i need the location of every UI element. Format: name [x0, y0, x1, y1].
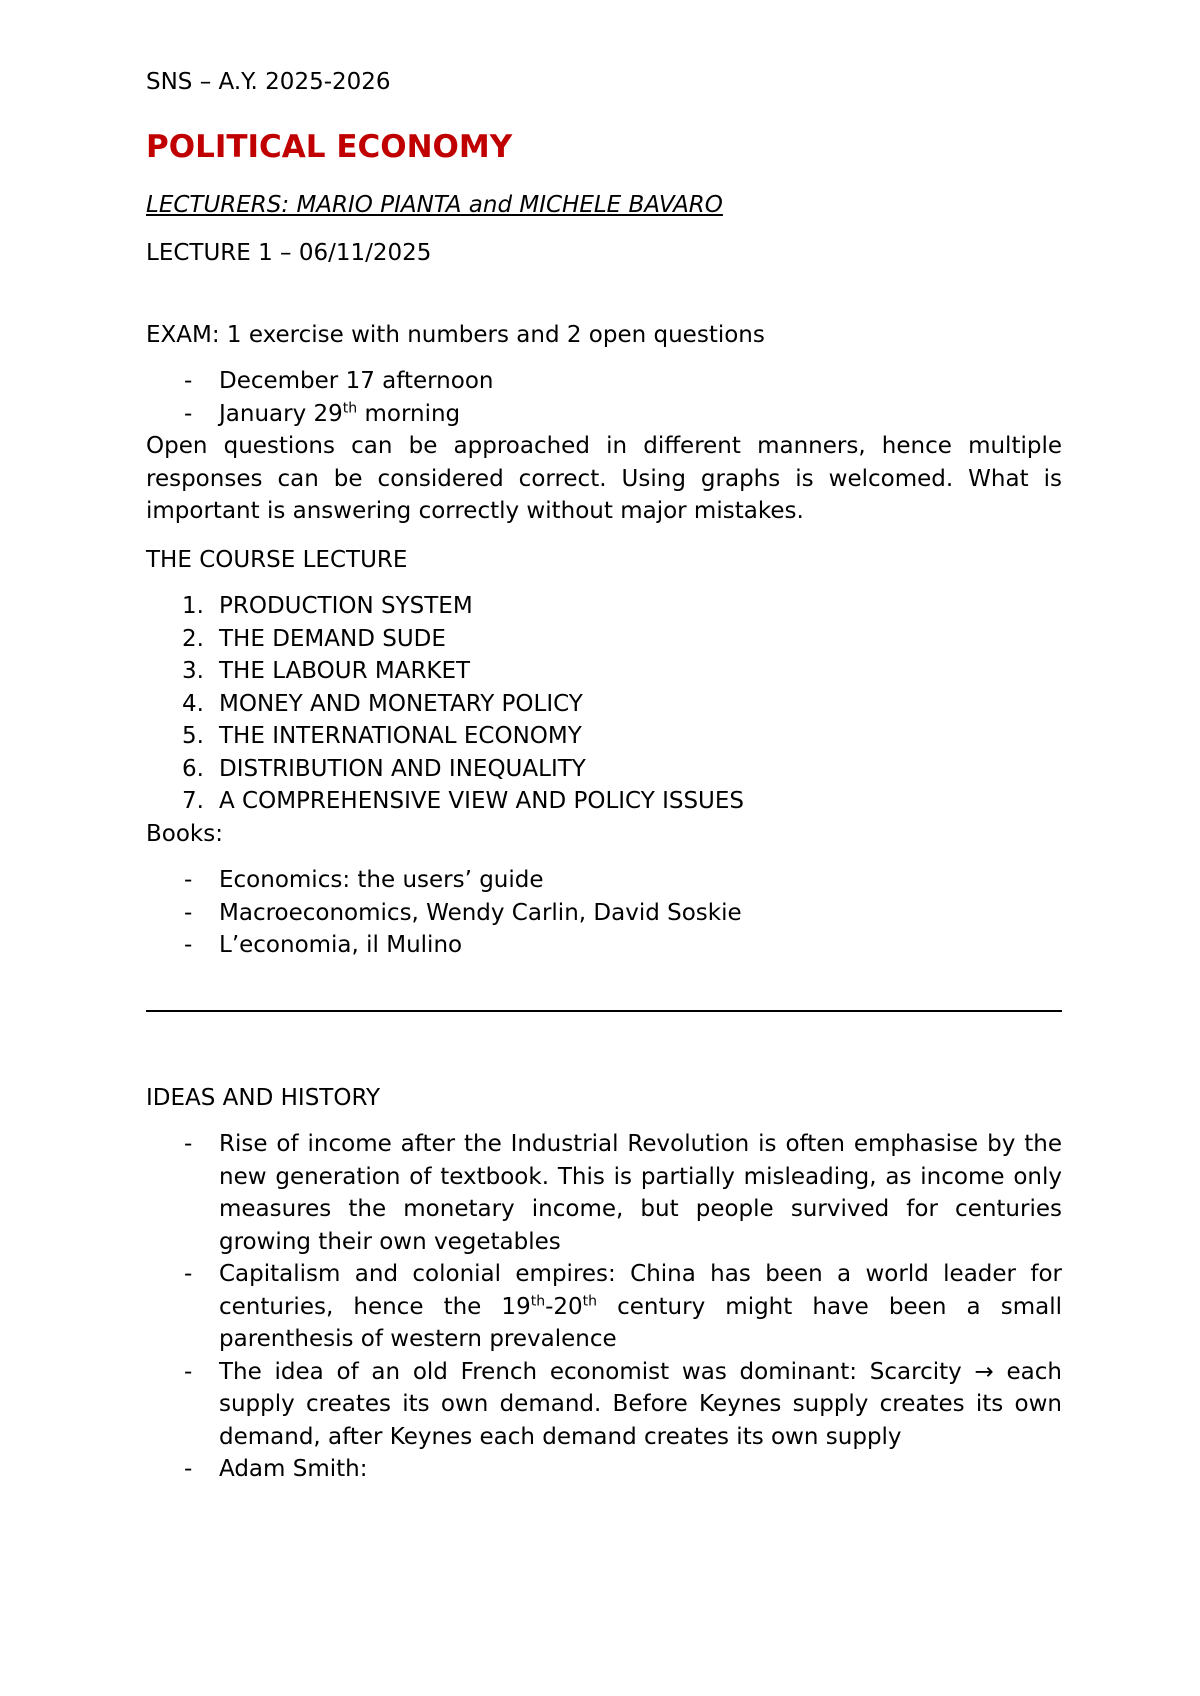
list-item [146, 785, 1062, 818]
list-item [146, 864, 1062, 897]
exam-date-text: January 29 [219, 400, 343, 427]
list-item [146, 753, 1062, 786]
book-title: L’economia, il Mulino [219, 932, 463, 958]
lecture-date: LECTURE 1 – 06/11/2025 [146, 240, 432, 266]
list-item [146, 1356, 1062, 1454]
idea-text: century might have been a small parenthesis of western prevalence [219, 1293, 1062, 1352]
list-item [146, 590, 1062, 623]
arrow-right-icon: → [974, 1358, 994, 1385]
topic-label: A COMPREHENSIVE VIEW AND POLICY ISSUES [219, 788, 745, 814]
page-title: POLITICAL ECONOMY [146, 128, 513, 165]
idea-text: Capitalism and colonial empires: China has been a world leader for centuries, hence the 19 [219, 1261, 1062, 1320]
dash-marker: - [184, 899, 193, 926]
superscript: th [582, 1292, 598, 1309]
list-number: 7. [182, 788, 204, 814]
dash-marker: - [184, 1261, 193, 1287]
idea-text: Rise of income after the Industrial Revolution is often emphasise by the new generation of textbook. This is partially misleading, as income only measures the monetary income, but people survived for centuries growing their own vegetables [219, 1131, 1062, 1255]
books-list [146, 864, 1062, 962]
superscript: th [342, 399, 358, 416]
course-topics-list [146, 590, 1062, 818]
list-item [146, 1453, 1062, 1486]
list-number: 3. [182, 658, 204, 684]
topic-label: THE LABOUR MARKET [219, 658, 471, 684]
section-divider [146, 1010, 1062, 1012]
topic-label: THE INTERNATIONAL ECONOMY [219, 723, 582, 749]
list-number: 1. [182, 593, 204, 619]
ideas-list [146, 1128, 1062, 1486]
dash-marker: - [184, 1131, 193, 1157]
topic-label: MONEY AND MONETARY POLICY [219, 690, 583, 717]
list-item [146, 365, 1062, 398]
dash-marker: - [184, 400, 193, 427]
list-item [146, 1128, 1062, 1258]
topic-label: THE DEMAND SUDE [219, 625, 446, 652]
dash-marker: - [184, 1358, 193, 1385]
list-number: 5. [182, 723, 204, 749]
list-number: 4. [182, 690, 204, 717]
document-page [146, 66, 1062, 1486]
ideas-heading: IDEAS AND HISTORY [146, 1084, 381, 1111]
book-title: Macroeconomics, Wendy Carlin, David Soskie [219, 899, 742, 926]
dash-marker: - [184, 932, 193, 958]
list-number: 2. [182, 625, 204, 652]
list-item [146, 688, 1062, 721]
books-heading: Books: [146, 820, 223, 847]
list-item [146, 720, 1062, 753]
exam-note: Open questions can be approached in different manners, hence multiple responses can be considered correct. Using graphs is welcomed. What is important is answering correctly without major mistakes. [146, 433, 1062, 524]
course-heading: THE COURSE LECTURE [146, 546, 408, 573]
dash-marker: - [184, 867, 193, 893]
list-item [146, 623, 1062, 656]
exam-date-suffix: morning [357, 400, 461, 427]
lecturers-line: LECTURERS: MARIO PIANTA and MICHELE BAVARO [146, 191, 723, 218]
dash-marker: - [184, 1456, 193, 1482]
list-item [146, 897, 1062, 930]
list-item [146, 398, 1062, 431]
list-number: 6. [182, 755, 204, 782]
exam-intro: EXAM: 1 exercise with numbers and 2 open questions [146, 321, 765, 348]
list-item [146, 1258, 1062, 1356]
exam-dates-list [146, 365, 1062, 430]
superscript: th [530, 1292, 546, 1309]
topic-label: DISTRIBUTION AND INEQUALITY [219, 755, 586, 782]
idea-text: each supply creates its own demand. Before Keynes supply creates its own demand, after Keynes each demand creates its own supply [219, 1358, 1062, 1450]
dash-marker: - [184, 368, 193, 394]
course-year: SNS – A.Y. 2025-2026 [146, 69, 391, 95]
list-item [146, 655, 1062, 688]
list-item [146, 929, 1062, 962]
idea-text: -20 [545, 1293, 583, 1320]
idea-text: The idea of an old French economist was dominant: Scarcity [219, 1358, 975, 1385]
book-title: Economics: the users’ guide [219, 867, 544, 893]
topic-label: PRODUCTION SYSTEM [219, 593, 473, 619]
idea-text: Adam Smith: [219, 1456, 368, 1482]
exam-date-text: December 17 afternoon [219, 368, 494, 394]
